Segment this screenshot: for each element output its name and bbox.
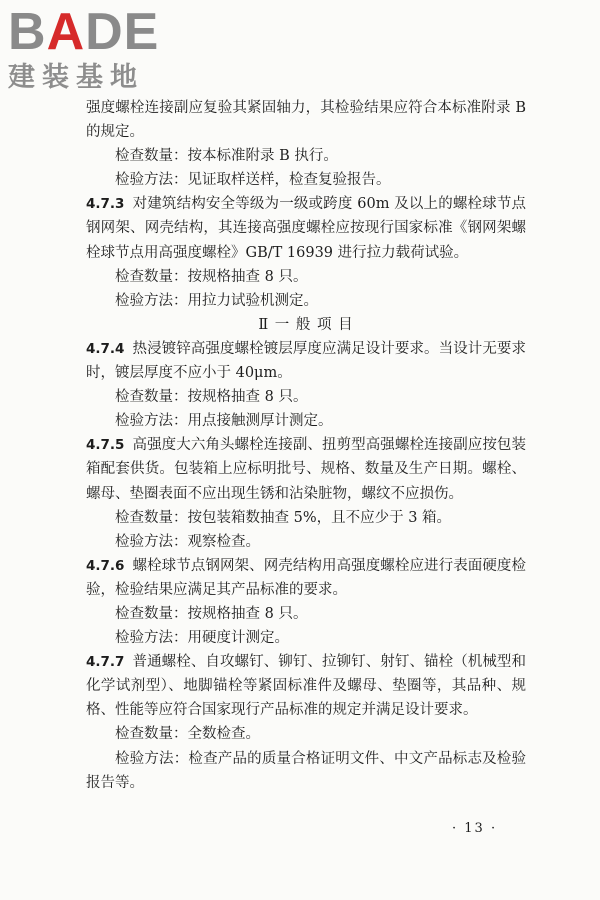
paragraph-text: 检查数量：按规格抽查 8 只。 bbox=[115, 605, 308, 622]
paragraph-text: 检验方法：观察检查。 bbox=[115, 533, 260, 550]
paragraph-check-method bbox=[86, 289, 526, 313]
document-body bbox=[86, 96, 526, 795]
clause-text: 普通螺栓、自攻螺钉、铆钉、拉铆钉、射钉、锚栓（机械型和化学试剂型）、地脚锚栓等紧固标准件及螺母、垫圈等，其品种、规格、性能等应符合国家现行产品标准的规定并满足设计要求。 bbox=[86, 654, 526, 719]
logo-letter-a: A bbox=[46, 3, 86, 61]
bade-logo bbox=[8, 3, 183, 101]
clause-text: 螺栓球节点钢网架、网壳结构用高强度螺栓应进行表面硬度检验，检验结果应满足其产品标准的要求。 bbox=[86, 557, 526, 598]
paragraph-text: 强度螺栓连接副应复验其紧固轴力，其检验结果应符合本标准附录 B 的规定。 bbox=[86, 100, 526, 141]
paragraph-check-quantity bbox=[86, 602, 526, 626]
paragraph-text: 检验方法：检查产品的质量合格证明文件、中文产品标志及检验报告等。 bbox=[86, 750, 526, 791]
heading-text: Ⅱ 一 般 项 目 bbox=[258, 316, 354, 333]
paragraph-text: 检验方法：用拉力试验机测定。 bbox=[115, 292, 318, 309]
logo-letters-b: B bbox=[8, 3, 47, 61]
logo-subtitle: 建装基地 bbox=[8, 62, 144, 93]
clause-number: 4.7.3 bbox=[86, 196, 125, 213]
clause-number: 4.7.7 bbox=[86, 654, 125, 671]
clause-4-7-4 bbox=[86, 337, 526, 385]
paragraph-check-method bbox=[86, 747, 526, 795]
paragraph-check-method bbox=[86, 409, 526, 433]
paragraph-text: 检查数量：按本标准附录 B 执行。 bbox=[115, 148, 338, 165]
paragraph-check-method bbox=[86, 626, 526, 650]
paragraph-text: 检查数量：全数检查。 bbox=[115, 726, 260, 743]
clause-number: 4.7.5 bbox=[86, 437, 125, 454]
paragraph-check-quantity bbox=[86, 144, 526, 168]
clause-4-7-7 bbox=[86, 650, 526, 722]
logo-wordmark bbox=[8, 3, 183, 61]
paragraph-text: 检查数量：按规格抽查 8 只。 bbox=[115, 389, 308, 406]
section-heading bbox=[86, 313, 526, 337]
clause-number: 4.7.4 bbox=[86, 340, 125, 357]
paragraph-text: 检验方法：用点接触测厚计测定。 bbox=[115, 413, 333, 430]
paragraph-text: 检验方法：见证取样送样，检查复验报告。 bbox=[115, 172, 391, 189]
paragraph-check-quantity bbox=[86, 506, 526, 530]
paragraph-text: 检查数量：按规格抽查 8 只。 bbox=[115, 268, 308, 285]
paragraph-text: 检查数量：按包装箱数抽查 5%，且不应少于 3 箱。 bbox=[115, 509, 452, 526]
paragraph-text: 检验方法：用硬度计测定。 bbox=[115, 630, 289, 647]
paragraph-check-quantity bbox=[86, 385, 526, 409]
clause-4-7-3 bbox=[86, 192, 526, 264]
clause-number: 4.7.6 bbox=[86, 557, 125, 574]
page-number: · 13 · bbox=[452, 821, 498, 836]
clause-text: 对建筑结构安全等级为一级或跨度 60m 及以上的螺栓球节点钢网架、网壳结构，其连接高强度螺栓应按现行国家标准《钢网架螺栓球节点用高强度螺栓》GB/T 16939 进行拉力载荷试验。 bbox=[86, 196, 526, 261]
clause-text: 热浸镀锌高强度螺栓镀层厚度应满足设计要求。当设计无要求时，镀层厚度不应小于 40μm。 bbox=[86, 340, 526, 382]
clause-4-7-6 bbox=[86, 554, 526, 602]
logo-letters-de: DE bbox=[85, 3, 160, 61]
paragraph-check-quantity bbox=[86, 265, 526, 289]
paragraph-check-method bbox=[86, 168, 526, 192]
paragraph-continuation bbox=[86, 96, 526, 144]
paragraph-check-quantity bbox=[86, 722, 526, 746]
paragraph-check-method bbox=[86, 530, 526, 554]
clause-4-7-5 bbox=[86, 433, 526, 505]
clause-text: 高强度大六角头螺栓连接副、扭剪型高强螺栓连接副应按包装箱配套供货。包装箱上应标明批号、规格、数量及生产日期。螺栓、螺母、垫圈表面不应出现生锈和沾染脏物，螺纹不应损伤。 bbox=[86, 437, 526, 502]
